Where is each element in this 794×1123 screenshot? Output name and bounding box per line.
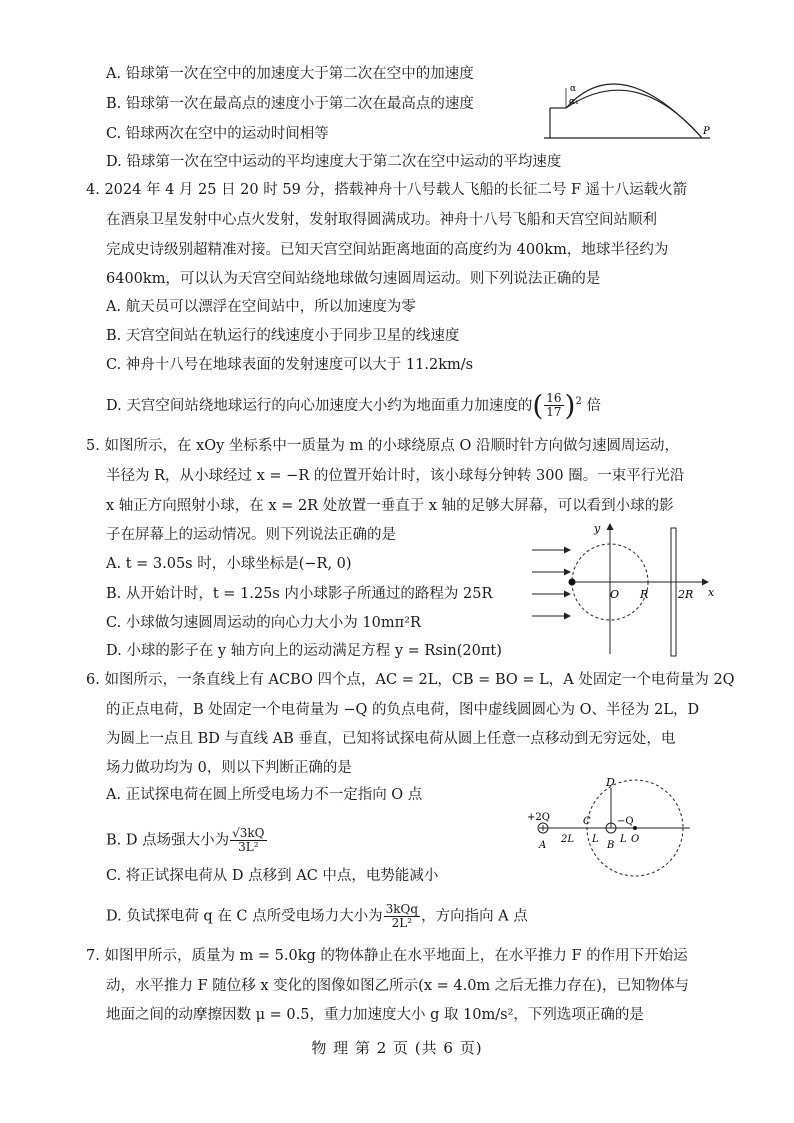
q5-option-d: D. 小球的影子在 y 轴方向上的运动满足方程 y = Rsin(20πt) [106, 643, 502, 659]
q5-stem-line-2: 半径为 R，从小球经过 x = −R 的位置开始计时，该小球每分钟转 300 圈。一束平行光沿 [106, 468, 685, 484]
q6-option-b-fraction [230, 827, 266, 854]
q6-charges-figure [525, 772, 700, 892]
q5-option-a: A. t = 3.05s 时，小球坐标是(−R, 0) [106, 556, 352, 572]
q6-option-d [106, 903, 528, 930]
q7-stem-line-3: 地面之间的动摩擦因数 μ = 0.5，重力加速度大小 g 取 10m/s²，下列选项正确的是 [106, 1007, 644, 1023]
q5-circle-figure [528, 520, 718, 660]
q4-stem-line-3: 完成史诗级别超精准对接。已知天宫空间站距离地面的高度约为 400km，地球半径约为 [106, 242, 669, 258]
q5-stem-line-3: x 轴正方向照射小球，在 x = 2R 处放置一垂直于 x 轴的足够大屏幕，可以看到小球的影 [106, 498, 674, 514]
q3-trajectory-figure [540, 66, 715, 146]
q4-option-b: B. 天宫空间站在轨运行的线速度小于同步卫星的线速度 [106, 328, 460, 344]
q3-point-p-label: P [703, 126, 710, 137]
q6-point-a-label: A [539, 840, 547, 851]
q6-charge-minus-q-label: −Q [617, 816, 634, 827]
q6-stem-line-2: 的正点电荷，B 处固定一个电荷量为 −Q 的负点电荷，图中虚线圆圆心为 O、半径为 2L，D [106, 702, 700, 718]
q3-alpha-label: α [570, 84, 577, 94]
q4-option-c: C. 神舟十八号在地球表面的发射速度可以大于 11.2km/s [106, 357, 474, 373]
q7-stem-line-2: 动，水平推力 F 随位移 x 变化的图像如图乙所示(x = 4.0m 之后无推力存在)，已知物体与 [106, 978, 689, 994]
q6-distance-2l-label: 2L [561, 834, 575, 845]
q6-point-c-label: C [583, 816, 591, 827]
q5-option-b: B. 从开始计时，t = 1.25s 内小球影子所通过的路程为 25R [106, 586, 493, 602]
q6-option-a: A. 正试探电荷在圆上所受电场力不一定指向 O 点 [106, 787, 423, 803]
q4-option-a: A. 航天员可以漂浮在空间站中，所以加速度为零 [106, 299, 416, 315]
q6-option-b-denominator: 3L² [238, 840, 259, 854]
q6-stem-line-1: 6. 如图所示，一条直线上有 ACBO 四个点，AC = 2L，CB = BO = L，A 处固定一个电荷量为 2Q [86, 672, 735, 688]
q4-stem-line-1: 4. 2024 年 4 月 25 日 20 时 59 分，搭载神舟十八号载人飞船的长征二号 F 遥十八运载火箭 [86, 182, 688, 198]
q4-stem-line-4: 6400km，可以认为天宫空间站绕地球做匀速圆周运动。则下列说法正确的是 [106, 271, 601, 287]
q4-option-d-suffix: 倍 [586, 397, 601, 414]
q6-stem-line-4: 场力做功均为 0，则以下判断正确的是 [106, 760, 352, 776]
q6-option-d-denominator: 2L² [391, 916, 413, 930]
q3-option-d: D. 铅球第一次在空中运动的平均速度大于第二次在空中运动的平均速度 [106, 154, 562, 170]
q6-option-b [106, 827, 268, 854]
q5-origin-label: O [610, 588, 620, 601]
q6-option-d-numerator: 3kQq [385, 902, 419, 916]
q6-point-b-label: B [607, 840, 615, 851]
q3-option-b: B. 铅球第一次在最高点的速度小于第二次在最高点的速度 [106, 96, 474, 112]
q6-option-c: C. 将正试探电荷从 D 点移到 AC 中点，电势能减小 [106, 868, 439, 884]
q6-charge-plus-2q-label: +2Q [527, 812, 550, 823]
q6-option-b-text: B. D 点场强大小为 [106, 832, 230, 849]
q4-fraction-denominator: 17 [546, 405, 562, 420]
page-footer: 物 理 第 2 页 (共 6 页) [311, 1039, 483, 1057]
q3-option-a: A. 铅球第一次在空中的加速度大于第二次在空中的加速度 [106, 66, 474, 82]
q5-stem-line-1: 5. 如图所示，在 xOy 坐标系中一质量为 m 的小球绕原点 O 沿顺时针方向做匀速圆周运动， [86, 438, 679, 454]
q4-stem-line-2: 在酒泉卫星发射中心点火发射，发射取得圆满成功。神舟十八号飞船和天宫空间站顺利 [106, 212, 657, 228]
q5-2r-label: 2R [678, 588, 694, 601]
q6-distance-l-label: L [592, 834, 599, 845]
q5-option-c: C. 小球做匀速圆周运动的向心力大小为 10mπ²R [106, 615, 421, 631]
q6-option-d-text: D. 负试探电荷 q 在 C 点所受电场力大小为 [106, 908, 383, 925]
q5-stem-line-4: 子在屏幕上的运动情况。则下列说法正确的是 [106, 527, 396, 543]
q4-fraction [544, 392, 563, 419]
q6-option-d-suffix: ，方向指向 A 点 [421, 908, 528, 925]
q6-point-o-label: O [631, 834, 640, 845]
q6-stem-line-3: 为圆上一点且 BD 与直线 AB 垂直，已知将试探电荷从圆上任意一点移动到无穷远处，电 [106, 731, 676, 747]
q3-option-c: C. 铅球两次在空中的运动时间相等 [106, 126, 329, 142]
q6-distance-l-b-label: L [620, 834, 627, 845]
q3-alpha1-label: α₁ [569, 97, 579, 107]
q6-option-b-numerator: √3kQ [232, 826, 265, 840]
q7-stem-line-1: 7. 如图甲所示，质量为 m = 5.0kg 的物体静止在水平地面上，在水平推力 F 的作用下开始运 [86, 948, 688, 964]
q4-option-d-text: D. 天宫空间站绕地球运行的向心加速度大小约为地面重力加速度的 [106, 397, 533, 414]
q4-exponent: 2 [575, 396, 582, 407]
q4-option-d: D. 天宫空间站绕地球运行的向心加速度大小约为地面重力加速度的( $\frac{16}{17}$ )$^2$ 倍 [106, 388, 601, 422]
q6-option-d-fraction [384, 903, 420, 930]
q4-fraction-numerator: 16 [546, 391, 562, 406]
q5-r-label: R [640, 588, 649, 601]
q5-x-axis-label: x [708, 586, 715, 599]
q6-point-d-label: D [606, 776, 615, 789]
q5-y-axis-label: y [594, 522, 601, 535]
